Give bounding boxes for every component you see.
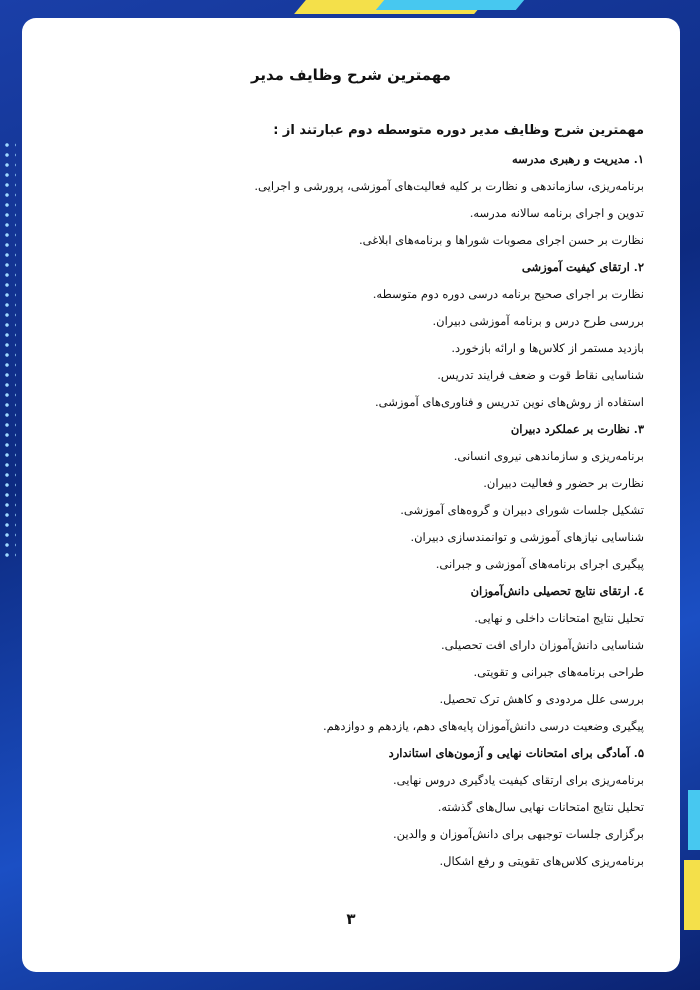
- list-item: پیگیری وضعیت درسی دانش‌آموزان پایه‌های دهم، یازدهم و دوازدهم.: [322, 719, 644, 733]
- list-item: نظارت بر حسن اجرای مصوبات شوراها و برنامه‌های ابلاغی.: [359, 233, 644, 247]
- list-item: برنامه‌ریزی، سازماندهی و نظارت بر کلیه فعالیت‌های آموزشی، پرورشی و اجرایی.: [254, 179, 644, 193]
- decorative-dot-pattern: [2, 140, 16, 560]
- section-heading: ۲. ارتقای کیفیت آموزشی: [521, 260, 644, 274]
- list-item: بررسی علل مردودی و کاهش ترک تحصیل.: [439, 692, 644, 706]
- list-item: نظارت بر حضور و فعالیت دبیران.: [483, 476, 644, 490]
- list-item: شناسایی نقاط قوت و ضعف فرایند تدریس.: [437, 368, 644, 382]
- list-item: برنامه‌ریزی برای ارتقای کیفیت یادگیری دروس نهایی.: [393, 773, 644, 787]
- section-heading: ۵. آمادگی برای امتحانات نهایی و آزمون‌های استاندارد: [388, 746, 644, 760]
- document-page: [22, 18, 680, 972]
- section-heading: ۳. نظارت بر عملکرد دبیران: [510, 422, 644, 436]
- list-item: پیگیری اجرای برنامه‌های آموزشی و جبرانی.: [435, 557, 644, 571]
- list-item: بازدید مستمر از کلاس‌ها و ارائه بازخورد.: [451, 341, 644, 355]
- document-content: [22, 18, 644, 875]
- decorative-stripe-right-cyan: [688, 790, 700, 850]
- list-item: بررسی طرح درس و برنامه آموزشی دبیران.: [432, 314, 644, 328]
- list-item: شناسایی دانش‌آموزان دارای افت تحصیلی.: [441, 638, 644, 652]
- page-title: مهمترین شرح وظایف مدیر: [251, 66, 451, 84]
- decorative-stripe-right-yellow: [684, 860, 700, 930]
- list-item: برنامه‌ریزی کلاس‌های تقویتی و رفع اشکال.: [439, 854, 644, 868]
- decorative-stripe-top-cyan: [376, 0, 524, 10]
- section-heading: ۱. مدیریت و رهبری مدرسه: [512, 152, 644, 166]
- list-item: استفاده از روش‌های نوین تدریس و فناوری‌های آموزشی.: [375, 395, 644, 409]
- list-item: تدوین و اجرای برنامه سالانه مدرسه.: [469, 206, 644, 220]
- duties-list: [22, 146, 644, 875]
- intro-heading: مهمترین شرح وظایف مدیر دوره متوسطه دوم عبارتند از :: [273, 123, 644, 138]
- page-number: ۳: [346, 910, 356, 928]
- list-item: تحلیل نتایج امتحانات داخلی و نهایی.: [474, 611, 644, 625]
- list-item: برنامه‌ریزی و سازماندهی نیروی انسانی.: [453, 449, 644, 463]
- list-item: نظارت بر اجرای صحیح برنامه درسی دوره دوم متوسطه.: [372, 287, 644, 301]
- section-heading: ٤. ارتقای نتایج تحصیلی دانش‌آموزان: [470, 584, 644, 598]
- list-item: تشکیل جلسات شورای دبیران و گروه‌های آموزشی.: [400, 503, 644, 517]
- list-item: تحلیل نتایج امتحانات نهایی سال‌های گذشته.: [437, 800, 644, 814]
- list-item: طراحی برنامه‌های جبرانی و تقویتی.: [473, 665, 644, 679]
- list-item: شناسایی نیازهای آموزشی و توانمندسازی دبیران.: [410, 530, 644, 544]
- list-item: برگزاری جلسات توجیهی برای دانش‌آموزان و والدین.: [392, 827, 644, 841]
